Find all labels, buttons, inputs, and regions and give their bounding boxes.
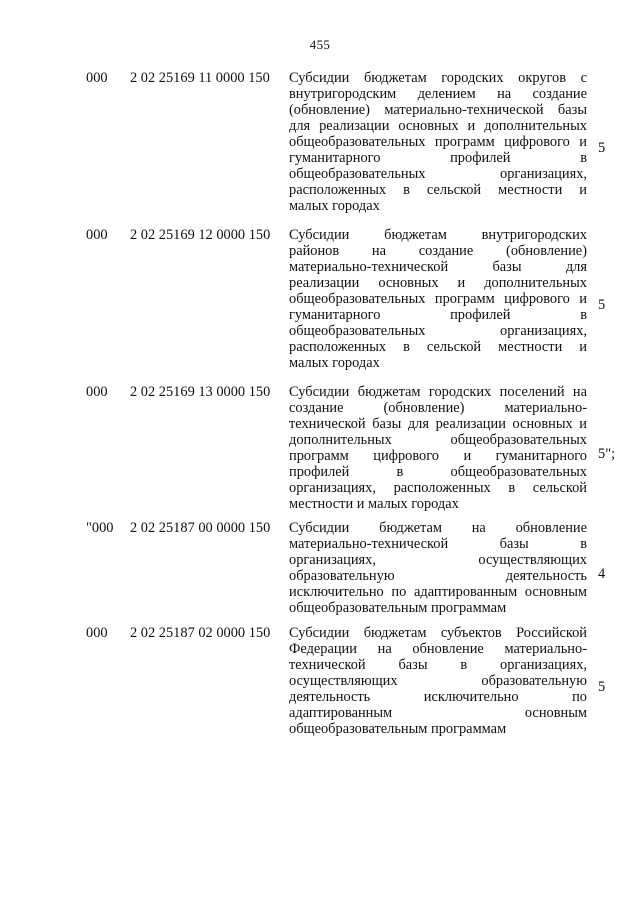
revenue-name-line: Субсидии бюджетам субъектов Российской	[289, 625, 587, 641]
revenue-name-line: общеобразовательных организациях,	[289, 323, 587, 339]
revenue-name-line: районов на создание (обновление)	[289, 243, 587, 259]
value-cell: 5	[598, 679, 606, 695]
revenue-name-line: общеобразовательных программ цифрового и	[289, 134, 587, 150]
revenue-name-line: малых городах	[289, 355, 380, 371]
value-cell: 4	[598, 566, 606, 582]
revenue-name-line: Субсидии бюджетам внутригородских	[289, 227, 587, 243]
revenue-name-line: местности и малых городах	[289, 496, 459, 512]
revenue-name-line: гуманитарного профилей в	[289, 150, 587, 166]
revenue-name-line: адаптированным основным	[289, 705, 587, 721]
budget-classification-code: 2 02 25169 11 0000 150	[130, 70, 270, 86]
budget-classification-code: 2 02 25187 00 0000 150	[130, 520, 271, 536]
revenue-name-line: профилей в общеобразовательных	[289, 464, 587, 480]
admin-code: "000	[86, 520, 114, 536]
revenue-name-line: технической базы в организациях,	[289, 657, 587, 673]
budget-classification-code: 2 02 25169 13 0000 150	[130, 384, 271, 400]
revenue-name-line: общеобразовательных программ цифрового и	[289, 291, 587, 307]
revenue-name-line: технической базы для реализации основных и	[289, 416, 587, 432]
revenue-name	[289, 520, 587, 616]
revenue-name	[289, 227, 587, 371]
revenue-name-line: материально-технической базы для	[289, 259, 587, 275]
revenue-name-line: осуществляющих образовательную	[289, 673, 587, 689]
revenue-name-line: организациях, осуществляющих	[289, 552, 587, 568]
revenue-name-line: общеобразовательным программам	[289, 600, 507, 616]
revenue-name-line: общеобразовательным программам	[289, 721, 507, 737]
revenue-name-line: Федерации на обновление материально-	[289, 641, 587, 657]
value-cell: 5	[598, 140, 606, 156]
value-cell: 5	[598, 297, 606, 313]
revenue-name-line: для реализации основных и дополнительных	[289, 118, 587, 134]
revenue-name-line: расположенных в сельской местности и	[289, 339, 587, 355]
revenue-name-line: (обновление) материально-технической базы	[289, 102, 587, 118]
revenue-name	[289, 384, 587, 512]
budget-classification-code: 2 02 25169 12 0000 150	[130, 227, 271, 243]
revenue-name-line: организациях, расположенных в сельской	[289, 480, 587, 496]
revenue-name	[289, 625, 587, 737]
admin-code: 000	[86, 384, 108, 400]
revenue-name-line: Субсидии бюджетам на обновление	[289, 520, 587, 536]
revenue-name-line: гуманитарного профилей в	[289, 307, 587, 323]
revenue-name-line: реализации основных и дополнительных	[289, 275, 587, 291]
revenue-name-line: программ цифрового и гуманитарного	[289, 448, 587, 464]
revenue-name-line: общеобразовательных организациях,	[289, 166, 587, 182]
page-number: 455	[309, 37, 331, 52]
revenue-name-line: малых городах	[289, 198, 380, 214]
revenue-name	[289, 70, 587, 214]
revenue-name-line: создание (обновление) материально-	[289, 400, 587, 416]
revenue-name-line: образовательную деятельность	[289, 568, 587, 584]
revenue-name-line: дополнительных общеобразовательных	[289, 432, 587, 448]
budget-classification-code: 2 02 25187 02 0000 150	[130, 625, 271, 641]
revenue-name-line: деятельность исключительно по	[289, 689, 587, 705]
revenue-name-line: Субсидии бюджетам городских поселений на	[289, 384, 587, 400]
admin-code: 000	[86, 70, 108, 86]
revenue-name-line: Субсидии бюджетам городских округов с	[289, 70, 587, 86]
revenue-name-line: расположенных в сельской местности и	[289, 182, 587, 198]
revenue-name-line: исключительно по адаптированным основным	[289, 584, 587, 600]
revenue-name-line: внутригородским делением на создание	[289, 86, 587, 102]
value-cell: 5";	[598, 446, 616, 462]
admin-code: 000	[86, 227, 108, 243]
admin-code: 000	[86, 625, 108, 641]
revenue-name-line: материально-технической базы в	[289, 536, 587, 552]
